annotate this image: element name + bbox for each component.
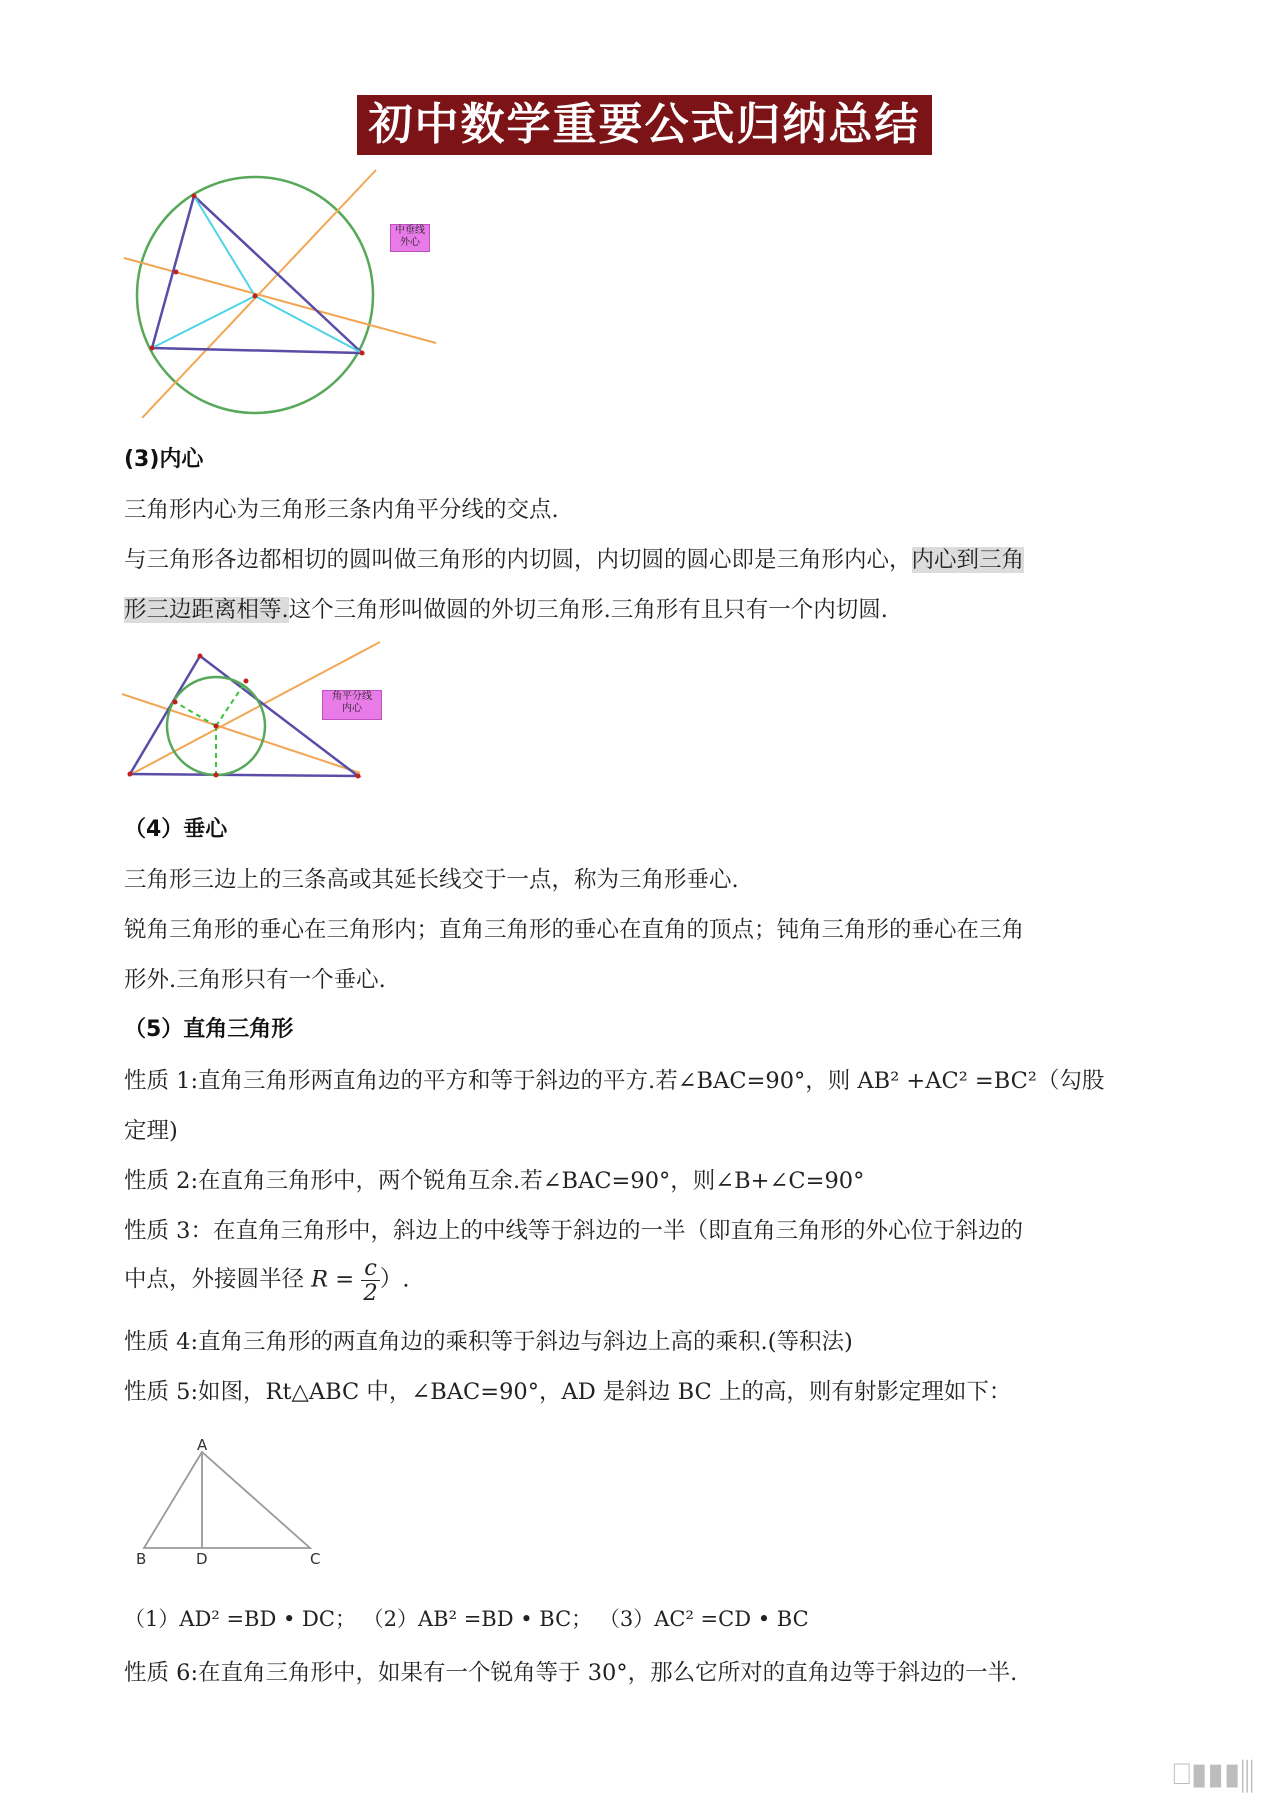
section4-p2-line1: 锐角三角形的垂心在三角形内；直角三角形的垂心在直角的顶点；钝角三角形的垂心在三角 [124, 917, 1025, 943]
vertex-label-d: D [196, 1550, 208, 1566]
watermark-icon: ⎕▮▮▮⫼ [1172, 1757, 1254, 1792]
right-triangle-figure [130, 1436, 340, 1566]
section3-heading: (3)内心 [124, 447, 204, 472]
section3-p2-line2: 形三边距离相等.这个三角形叫做圆的外切三角形.三角形有且只有一个内切圆. [124, 597, 888, 623]
incenter-tag: 角平分线 内心 [322, 690, 382, 720]
highlighted-text: 内心到三角 [911, 547, 1025, 573]
property1-line2: 定理) [124, 1118, 178, 1144]
section4-heading: （4）垂心 [124, 817, 228, 842]
section4-p2-line2: 形外.三角形只有一个垂心. [124, 967, 386, 993]
property3-line1: 性质 3：在直角三角形中，斜边上的中线等于斜边的一半（即直角三角形的外心位于斜边的 [124, 1218, 1023, 1244]
property2: 性质 2:在直角三角形中，两个锐角互余.若∠BAC=90°，则∠B+∠C=90° [124, 1168, 865, 1194]
vertex-label-c: C [310, 1550, 321, 1566]
section5-heading: （5）直角三角形 [124, 1017, 294, 1042]
property6: 性质 6:在直角三角形中，如果有一个锐角等于 30°，那么它所对的直角边等于斜边的一半. [124, 1660, 1018, 1686]
fraction-c-over-2: $\frac{c}{2}$ [361, 1256, 380, 1305]
section4-p1: 三角形三边上的三条高或其延长线交于一点，称为三角形垂心. [124, 867, 739, 893]
circumcenter-tag: 中垂线 外心 [390, 224, 430, 252]
property1-line1: 性质 1:直角三角形两直角边的平方和等于斜边的平方.若∠BAC=90°，则 AB² +AC² =BC²（勾股 [124, 1068, 1105, 1094]
projection-formulas: （1）AD² =BD • DC； （2）AB² =BD • BC； （3）AC² =CD • BC [124, 1607, 809, 1631]
property5: 性质 5:如图，Rt△ABC 中，∠BAC=90°，AD 是斜边 BC 上的高，则有射影定理如下： [124, 1379, 1012, 1405]
property4: 性质 4:直角三角形的两直角边的乘积等于斜边与斜边上高的乘积.(等积法) [124, 1329, 853, 1355]
section3-p2-line1: 与三角形各边都相切的圆叫做三角形的内切圆，内切圆的圆心即是三角形内心，内心到三角 [124, 547, 1025, 573]
vertex-label-b: B [136, 1550, 147, 1566]
page-title: 初中数学重要公式归纳总结 [357, 95, 932, 155]
section3-p1: 三角形内心为三角形三条内角平分线的交点. [124, 497, 559, 523]
circumcenter-figure [118, 168, 448, 418]
vertex-label-a: A [197, 1436, 208, 1454]
highlighted-text: 形三边距离相等. [124, 597, 289, 623]
property3-line2: 中点，外接圆半径 R = $\frac{c}{2}$ ）. [124, 1255, 410, 1306]
